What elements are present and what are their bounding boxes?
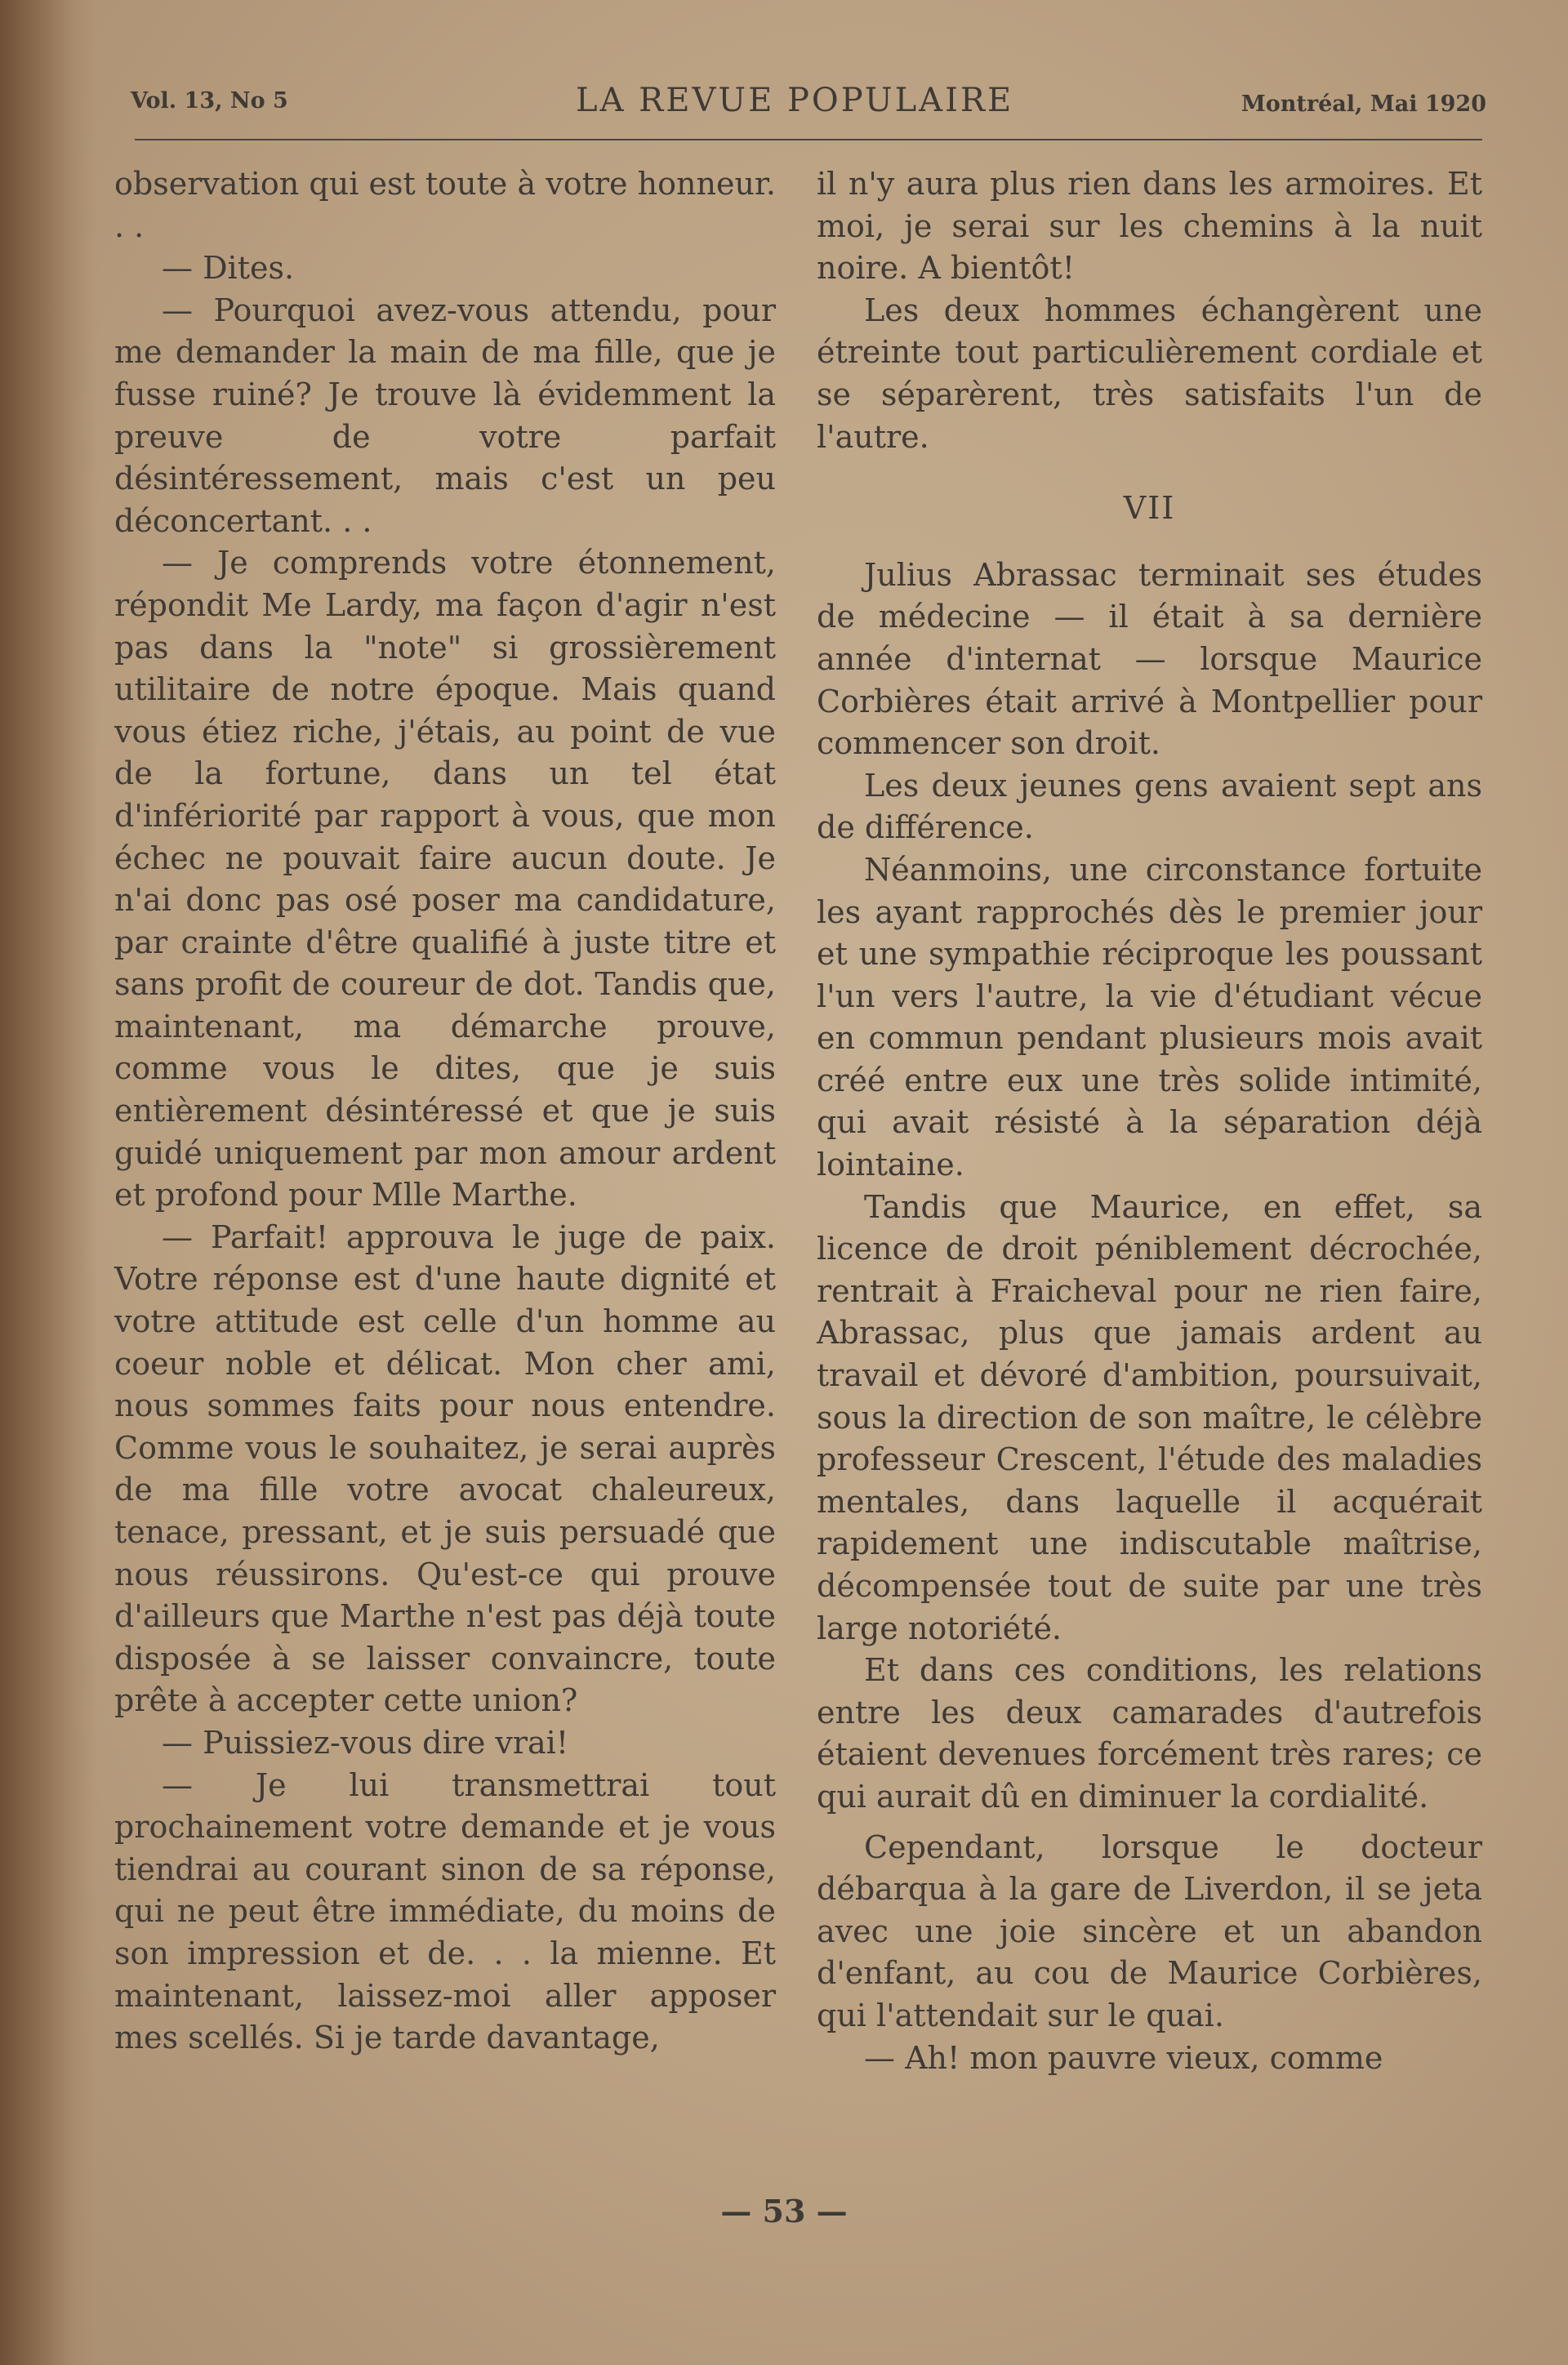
paragraph: — Dites. bbox=[162, 250, 295, 287]
left-column bbox=[114, 163, 776, 2060]
paragraph: — Je lui transmettrai tout prochainement votre demande et je vous tiendrai au courant sinon de sa réponse, qui ne peut être immédiate, du moins de son impression et de. . . la mienne. Et maintenant, laissez-moi aller apposer mes scellés. Si je tarde davantage, bbox=[114, 1766, 776, 2056]
paragraph: — Pourquoi avez-vous attendu, pour me demander la main de ma fille, que je fusse ruiné? Je trouve là évidemment la preuve de votre parfait désintéressement, mais c'est un peu déconcertant. . . bbox=[114, 292, 776, 539]
paragraph: Cependant, lorsque le docteur débarqua à la gare de Liverdon, il se jeta avec une joie sincère et un abandon d'enfant, au cou de Maurice Corbières, qui l'attendait sur le quai. bbox=[817, 1828, 1482, 2033]
paragraph: Les deux hommes échangèrent une étreinte tout particulièrement cordiale et se séparèrent, très satisfaits l'un de l'autre. bbox=[817, 292, 1482, 455]
paragraph: Tandis que Maurice, en effet, sa licence de droit péniblement décrochée, rentrait à Fraicheval pour ne rien faire, Abrassac, plus que jamais ardent au travail et dévoré d'ambition, poursuivait, sous la direction de son maître, le célèbre professeur Crescent, l'étude des maladies mentales, dans laquelle il acquérait rapidement une indiscutable maîtrise, décompensée tout de suite par une très large notoriété. bbox=[817, 1188, 1482, 1646]
paragraph: Néanmoins, une circonstance fortuite les ayant rapprochés dès le premier jour et une sympathie réciproque les poussant l'un vers l'autre, la vie d'étudiant vécue en commun pendant plusieurs mois avait créé entre eux une très solide intimité, qui avait résisté à la séparation déjà lointaine. bbox=[817, 851, 1482, 1183]
paragraph: observation qui est toute à votre honneur. . . bbox=[114, 166, 776, 244]
header-rule bbox=[135, 139, 1482, 140]
paragraph: — Puissiez-vous dire vrai! bbox=[162, 1724, 569, 1761]
volume-number: Vol. 13, No 5 bbox=[131, 88, 288, 114]
paragraph: Les deux jeunes gens avaient sept ans de différence. bbox=[817, 767, 1482, 846]
publication-title: LA REVUE POPULAIRE bbox=[576, 82, 1014, 119]
page-binding-shadow bbox=[0, 0, 98, 2365]
issue-date: Montréal, Mai 1920 bbox=[1241, 91, 1486, 117]
page-number: — 53 — bbox=[720, 2193, 848, 2229]
paragraph: il n'y aura plus rien dans les armoires. Et moi, je serai sur les chemins à la nuit noire. A bientôt! bbox=[817, 166, 1482, 287]
section-heading: VII bbox=[1123, 490, 1176, 527]
paragraph: — Je comprends votre étonnement, répondit Me Lardy, ma façon d'agir n'est pas dans la "note" si grossièrement utilitaire de notre époque. Mais quand vous étiez riche, j'étais, au point de vue de la fortune, dans un tel état d'infériorité par rapport à vous, que mon échec ne pouvait faire aucun doute. Je n'ai donc pas osé poser ma candidature, par crainte d'être qualifié à juste titre et sans profit de coureur de dot. Tandis que, maintenant, ma démarche prouve, comme vous le dites, que je suis entièrement désintéressé et que je suis guidé uniquement par mon amour ardent et profond pour Mlle Marthe. bbox=[114, 545, 776, 1214]
paragraph: — Parfait! approuva le juge de paix. Votre réponse est d'une haute dignité et votre attitude est celle d'un homme au coeur noble et délicat. Mon cher ami, nous sommes faits pour nous entendre. Comme vous le souhaitez, je serai auprès de ma fille votre avocat chaleureux, tenace, pressant, et je suis persuadé que nous réussirons. Qu'est-ce qui prouve d'ailleurs que Marthe n'est pas déjà toute disposée à se laisser convaincre, toute prête à accepter cette union? bbox=[114, 1218, 776, 1719]
paragraph: Julius Abrassac terminait ses études de médecine — il était à sa dernière année d'internat — lorsque Maurice Corbières était arrivé à Montpellier pour commencer son droit. bbox=[817, 556, 1482, 762]
paragraph: Et dans ces conditions, les relations entre les deux camarades d'autrefois étaient devenues forcément très rares; ce qui aurait dû en diminuer la cordialité. bbox=[817, 1652, 1482, 1815]
right-column bbox=[817, 163, 1482, 2079]
page-header bbox=[131, 82, 1486, 131]
paragraph: — Ah! mon pauvre vieux, comme bbox=[864, 2039, 1383, 2076]
